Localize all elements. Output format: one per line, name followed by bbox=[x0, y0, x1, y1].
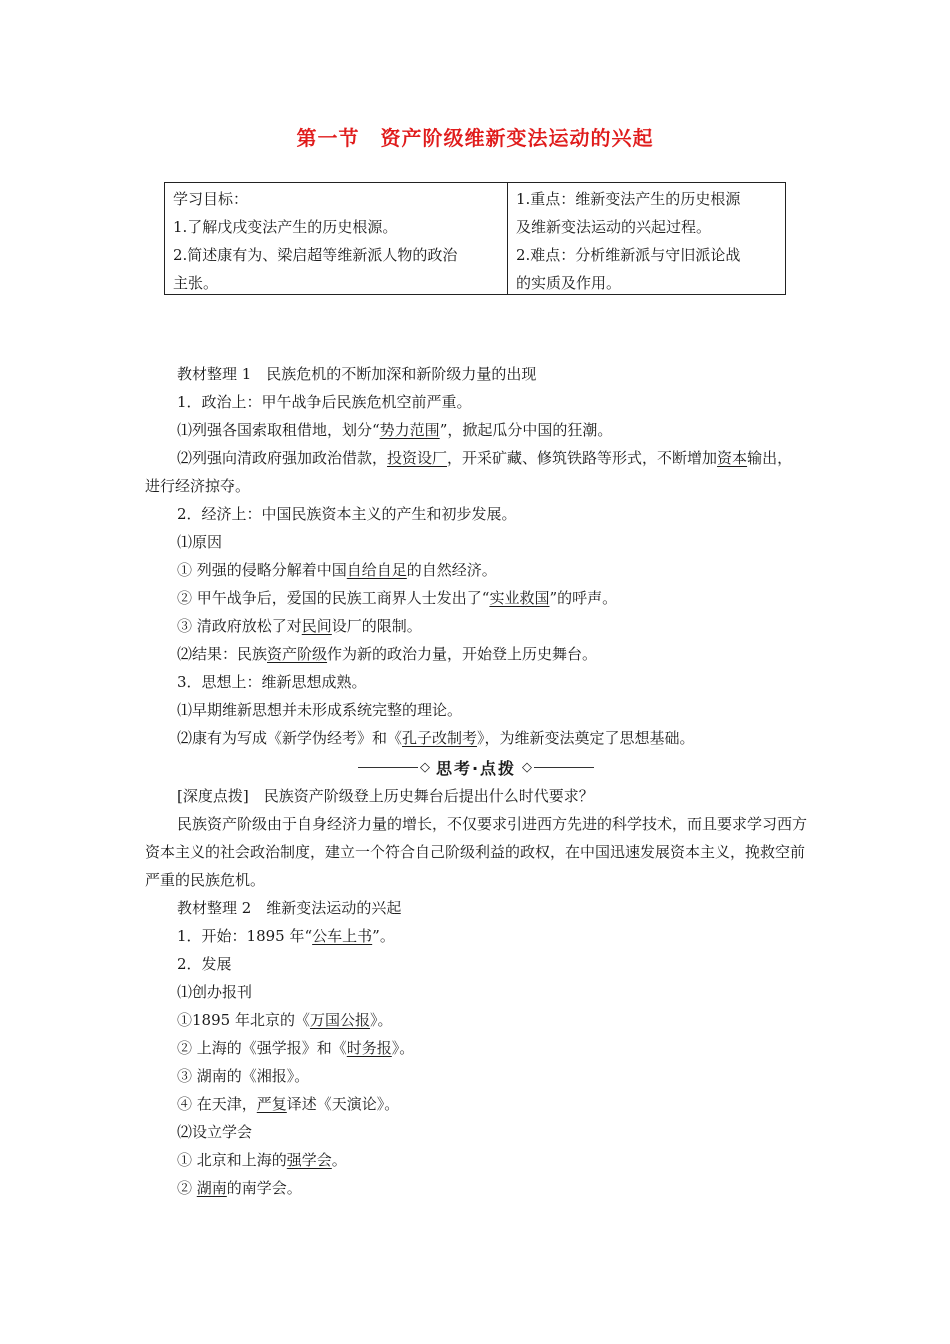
paragraph: ⑴列强各国索取租借地，划分“势力范围”，掀起瓜分中国的狂潮。 bbox=[177, 421, 613, 439]
paragraph: ② 甲午战争后，爱国的民族工商界人士发出了“实业救国”的呼声。 bbox=[177, 589, 618, 607]
divider-line bbox=[534, 767, 594, 768]
page-title: 第一节 资产阶级维新变法运动的兴起 bbox=[296, 126, 654, 150]
paragraph: ①1895 年北京的《万国公报》。 bbox=[177, 1011, 393, 1029]
paragraph: ⑴早期维新思想并未形成系统完整的理论。 bbox=[177, 701, 463, 719]
learning-goals-table bbox=[164, 182, 786, 295]
goals-left-cell bbox=[165, 183, 508, 294]
divider-label: 思考·点拨 bbox=[435, 758, 517, 778]
paragraph: ② 上海的《强学报》和《时务报》。 bbox=[177, 1039, 415, 1057]
answer-blank: 实业救国 bbox=[489, 589, 550, 607]
paragraph: 2．发展 bbox=[177, 955, 232, 973]
paragraph: ⑵康有为写成《新学伪经考》和《孔子改制考》，为维新变法奠定了思想基础。 bbox=[177, 729, 695, 747]
paragraph: ⑵设立学会 bbox=[177, 1123, 253, 1141]
paragraph: ① 北京和上海的强学会。 bbox=[177, 1151, 347, 1169]
answer-blank: 时务报 bbox=[346, 1039, 392, 1057]
paragraph: 2．经济上：中国民族资本主义的产生和初步发展。 bbox=[177, 505, 517, 523]
think-answer: 民族资产阶级由于自身经济力量的增长，不仅要求引进西方先进的科学技术，而且要求学习西方资本主义的社会政治制度，建立一个符合自己阶级利益的政权，在中国迅速发展资本主义，挽救空前严重的民族危机。 bbox=[145, 815, 808, 889]
paragraph: ⑴原因 bbox=[177, 533, 223, 551]
goals-left-line: 2.简述康有为、梁启超等维新派人物的政治 bbox=[173, 246, 458, 264]
goals-right-cell bbox=[508, 183, 785, 294]
answer-blank: 孔子改制考 bbox=[402, 729, 478, 747]
answer-blank: 湖南 bbox=[196, 1179, 227, 1197]
answer-blank: 万国公报 bbox=[309, 1011, 370, 1029]
section-heading: 教材整理 1 民族危机的不断加深和新阶级力量的出现 bbox=[177, 365, 537, 383]
paragraph: 1．开始：1895 年“公车上书”。 bbox=[177, 927, 395, 945]
answer-blank: 自给自足 bbox=[346, 561, 407, 579]
main-content bbox=[145, 360, 807, 1202]
paragraph: ④ 在天津，严复译述《天演论》。 bbox=[177, 1095, 400, 1113]
paragraph: ⑵列强向清政府强加政治借款，投资设厂，开采矿藏、修筑铁路等形式，不断增加资本输出，进行经济掠夺。 bbox=[145, 449, 793, 495]
goals-right-line: 1.重点：维新变法产生的历史根源 bbox=[516, 190, 741, 208]
diamond-icon: ◇ bbox=[419, 759, 430, 775]
answer-blank: 民间 bbox=[301, 617, 332, 635]
paragraph: 3．思想上：维新思想成熟。 bbox=[177, 673, 367, 691]
goals-left-line: 主张。 bbox=[173, 274, 219, 292]
diamond-icon: ◇ bbox=[522, 759, 533, 775]
answer-blank: 资本 bbox=[717, 449, 748, 467]
answer-blank: 势力范围 bbox=[379, 421, 440, 439]
goals-right-line: 2.难点：分析维新派与守旧派论战 bbox=[516, 246, 741, 264]
paragraph: ② 湖南的南学会。 bbox=[177, 1179, 302, 1197]
section-heading: 教材整理 2 维新变法运动的兴起 bbox=[177, 899, 402, 917]
paragraph: ⑴创办报刊 bbox=[177, 983, 253, 1001]
think-divider bbox=[145, 752, 807, 782]
think-question: [深度点拨] 民族资产阶级登上历史舞台后提出什么时代要求？ bbox=[177, 787, 594, 805]
goals-left-line: 学习目标： bbox=[173, 190, 249, 208]
answer-blank: 投资设厂 bbox=[387, 449, 448, 467]
goals-right-line: 及维新变法运动的兴起过程。 bbox=[516, 218, 712, 236]
goals-left-line: 1.了解戊戌变法产生的历史根源。 bbox=[173, 218, 398, 236]
divider-line bbox=[358, 767, 418, 768]
answer-blank: 强学会 bbox=[286, 1151, 332, 1169]
paragraph: ③ 湖南的《湘报》。 bbox=[177, 1067, 310, 1085]
paragraph: 1．政治上：甲午战争后民族危机空前严重。 bbox=[177, 393, 472, 411]
paragraph: ⑵结果：民族资产阶级作为新的政治力量，开始登上历史舞台。 bbox=[177, 645, 598, 663]
goals-right-line: 的实质及作用。 bbox=[516, 274, 622, 292]
answer-blank: 严复 bbox=[256, 1095, 287, 1113]
paragraph: ① 列强的侵略分解着中国自给自足的自然经济。 bbox=[177, 561, 497, 579]
answer-blank: 公车上书 bbox=[312, 927, 373, 945]
paragraph: ③ 清政府放松了对民间设厂的限制。 bbox=[177, 617, 422, 635]
answer-blank: 资产阶级 bbox=[267, 645, 328, 663]
